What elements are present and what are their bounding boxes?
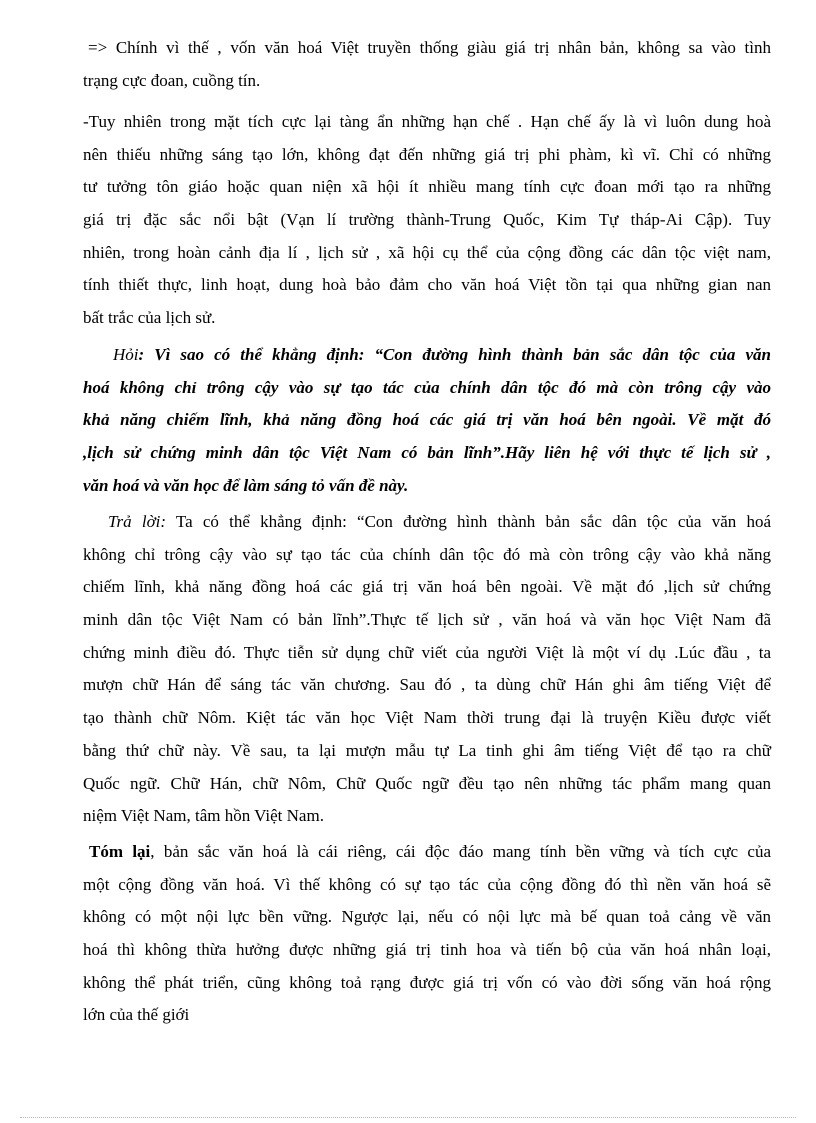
- text-line: bằng thứ chữ này. Về sau, ta lại mượn mẫu tự La tinh ghi âm tiếng Việt để tạo ra chữ: [83, 740, 771, 760]
- text-line: lớn của thế giới: [83, 1005, 190, 1025]
- text-line: bất trắc của lịch sử.: [83, 308, 216, 328]
- text-line: nên thiếu những sáng tạo lớn, không đạt đến những giá trị phi phàm, kì vĩ. Chỉ có những: [83, 144, 771, 164]
- text-line: [83, 506, 771, 539]
- answer-text: Ta có thể khẳng định: “Con đường hình thành bản sắc dân tộc của văn hoá: [166, 512, 771, 531]
- text-line: tạo thành chữ Nôm. Kiệt tác văn học Việt Nam thời trung đại là truyện Kiều được viết: [83, 708, 771, 728]
- question-label: Hỏi: [113, 345, 139, 364]
- text-line: mượn chữ Hán để sáng tác văn chương. Sau đó , ta dùng chữ Hán ghi âm tiếng Việt để: [83, 675, 771, 695]
- text-line: trạng cực đoan, cuồng tín.: [83, 70, 261, 90]
- answer-label: Trả lời:: [108, 512, 167, 531]
- text-line: => Chính vì thế , vốn văn hoá Việt truyền thống giàu giá trị nhân bản, không sa vào tình: [88, 38, 771, 57]
- question-text: : Vì sao có thể khẳng định: “Con đường hình thành bản sắc dân tộc của văn: [138, 345, 771, 364]
- text-line: không chỉ trông cậy vào sự tạo tác của chính dân tộc đó mà còn trông cậy vào khả năng: [83, 544, 771, 564]
- paragraph-conclusion-1: [83, 32, 771, 97]
- text-line: không có một nội lực bền vững. Ngược lại, nếu có nội lực mà bế quan toả cảng về văn: [83, 907, 771, 927]
- text-line: văn hoá và văn học để làm sáng tỏ vấn đề này.: [83, 475, 409, 495]
- text-line: Quốc ngữ. Chữ Hán, chữ Nôm, Chữ Quốc ngữ đều tạo nên những tác phẩm mang quan: [83, 773, 771, 793]
- text-line: [83, 339, 771, 372]
- text-line: chứng minh điều đó. Thực tiễn sử dụng chữ viết của người Việt là một ví dụ .Lúc đầu , ta: [83, 642, 771, 662]
- text-line: chiếm lĩnh, khả năng đồng hoá các giá trị văn hoá bên ngoài. Về mặt đó ,lịch sử chứng: [83, 577, 771, 597]
- text-line: tư tưởng tôn giáo hoặc quan niện xã hội ít nhiều mang tính cực đoan mới tạo ra những: [83, 177, 771, 197]
- text-line: ,lịch sử chứng minh dân tộc Việt Nam có bản lĩnh”.Hãy liên hệ với thực tế lịch sử ,: [83, 443, 771, 463]
- text-line: niệm Việt Nam, tâm hồn Việt Nam.: [83, 806, 324, 826]
- paragraph-limitations: [83, 106, 771, 335]
- question-paragraph: [83, 339, 771, 502]
- summary-label: Tóm lại: [89, 842, 151, 861]
- text-line: khả năng chiếm lĩnh, khả năng đồng hoá các giá trị văn hoá bên ngoài. Về mặt đó: [83, 410, 771, 430]
- text-line: hoá thì không thừa hưởng được những giá trị tinh hoa và tiến bộ của văn hoá nhân loại,: [83, 940, 771, 960]
- text-line: một cộng đồng văn hoá. Vì thế không có sự tạo tác của cộng đồng đó thì nền văn hoá sẽ: [83, 874, 771, 894]
- summary-text: , bản sắc văn hoá là cái riêng, cái độc đáo mang tính bền vững và tích cực của: [150, 842, 772, 861]
- page-bottom-divider: [20, 1117, 796, 1118]
- text-line: tính thiết thực, linh hoạt, dung hoà bảo đảm cho văn hoá Việt tồn tại qua những gian nan: [83, 275, 771, 295]
- summary-paragraph: [83, 836, 771, 1032]
- text-line: hoá không chỉ trông cậy vào sự tạo tác của chính dân tộc đó mà còn trông cậy vào: [83, 377, 771, 397]
- text-line: -Tuy nhiên trong mặt tích cực lại tàng ẩn những hạn chế . Hạn chế ấy là vì luôn dung hoà: [83, 112, 771, 131]
- text-line: không thể phát triển, cũng không toả rạng được giá trị vốn có vào đời sống văn hoá rộng: [83, 972, 771, 992]
- text-line: giá trị đặc sắc nổi bật (Vạn lí trường thành-Trung Quốc, Kim Tự tháp-Ai Cập). Tuy: [83, 210, 771, 230]
- text-line: nhiên, trong hoàn cảnh địa lí , lịch sử , xã hội cụ thể của cộng đồng các dân tộc việt nam,: [83, 242, 771, 262]
- text-line: [83, 836, 771, 869]
- text-line: minh dân tộc Việt Nam có bản lĩnh”.Thực tế lịch sử , văn hoá và văn học Việt Nam đã: [83, 610, 771, 630]
- answer-paragraph: [83, 506, 771, 833]
